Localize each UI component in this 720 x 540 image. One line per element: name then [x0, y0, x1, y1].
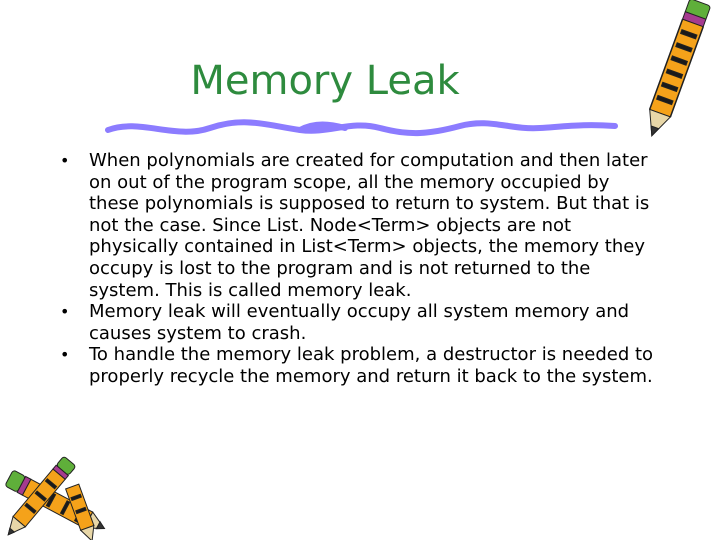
bullet-marker: • — [60, 302, 70, 322]
bullet-marker: • — [60, 345, 70, 365]
pencil-icon — [625, 0, 720, 150]
bullet-text: Memory leak will eventually occupy all system memory and causes system to crash. — [89, 301, 630, 344]
bullet-list — [60, 150, 660, 388]
bullet-text: When polynomials are created for computation and then later on out of the program scope, all the memory occupied by these polynomials is supposed to return to system. But that is not the case. Since List. Node<Term> objects are not physically contained in List<Term> objects, the memory they occupy is lost to the program and is not returned to the system. This is called memory leak. — [89, 150, 650, 301]
bullet-item — [60, 301, 660, 344]
slide-title: Memory Leak — [190, 58, 460, 104]
bullet-item — [60, 150, 660, 301]
pencils-icon — [0, 455, 120, 540]
bullet-item — [60, 344, 660, 387]
bullet-marker: • — [60, 151, 70, 170]
bullet-text: To handle the memory leak problem, a destructor is needed to properly recycle the memory and return it back to the system. — [89, 344, 654, 387]
